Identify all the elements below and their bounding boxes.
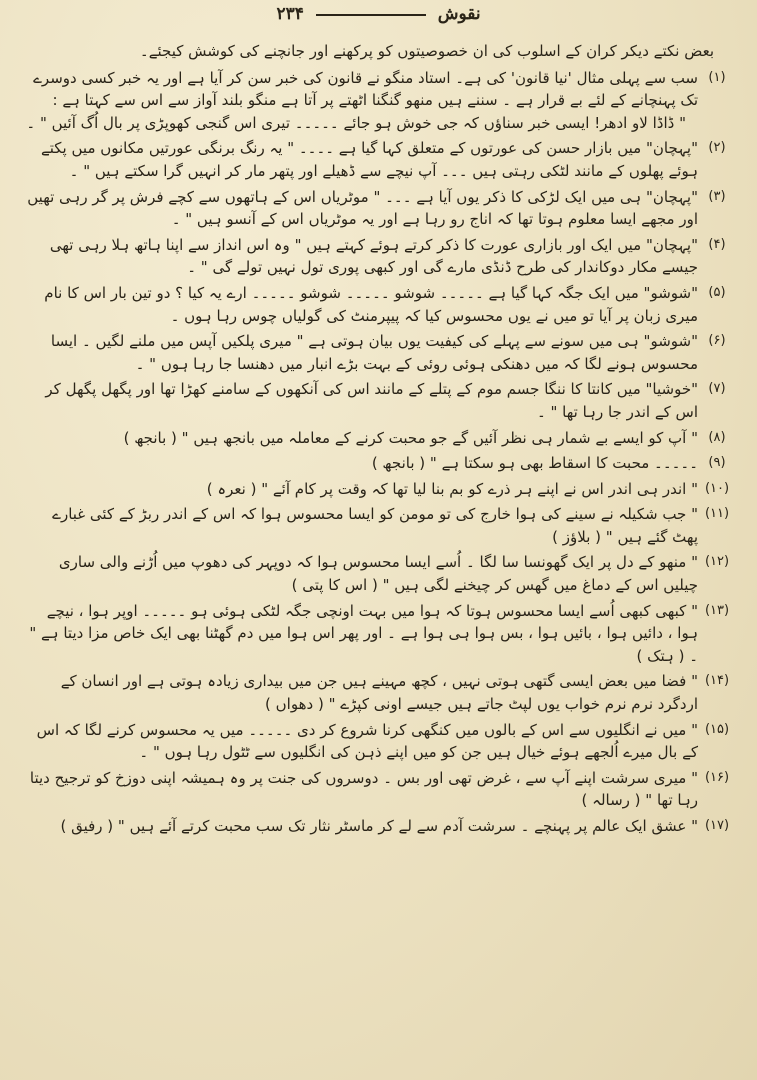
item-text: " منھو کے دل پر ایک گھونسا سا لگا ۔ اُسے ایسا محسوس ہوا کہ دوپہر کی دھوپ میں اُڑنے والی ساری چیلیں اس کے دماغ میں گھس کر چیخنے لگی ہیں " ( اس کا پتی ): [58, 553, 698, 595]
item-number: (۱۲): [704, 554, 730, 570]
item-number: (۱۶): [704, 769, 730, 785]
item-number: (۶): [708, 333, 726, 349]
item-number: (۱۷): [704, 818, 730, 833]
example-item: [22, 330, 732, 375]
item-number: (۱۱): [704, 506, 730, 522]
item-text: " میں نے انگلیوں سے اس کے بالوں میں کنگھی کرنا شروع کر دی ۔۔۔۔۔ میں یہ محسوس کرنے لگا کہ اس کے بال میرے اُلجھے ہوئے خیال ہیں جن کو میں اپنے ذہن کی انگلیوں سے ٹٹول رہا ہوں " ۔: [36, 720, 698, 762]
item-number: (۴): [708, 236, 726, 252]
example-item: [22, 427, 732, 450]
item-number: (۱۵): [704, 721, 730, 737]
item-text: "پہچان" میں ایک اور بازاری عورت کا ذکر کرتے ہوئے کہتے ہیں " وہ اس انداز سے اپنا ہاتھ ہلا رہی تھی جیسے مکار دوکاندار کی طرح ڈنڈی مارے گی اور کبھی پوری تول نہیں تولے گی " ۔: [49, 235, 698, 277]
item-number: (۹): [708, 455, 726, 471]
example-item: [22, 815, 732, 838]
item-text: "پہچان" ہی میں ایک لڑکی کا ذکر یوں آیا ہے ۔۔۔ " موٹریاں اس کے ہاتھوں سے کچے فرش پر گر رہی تھیں اور مجھے ایسا معلوم ہوتا تھا کہ اناج رو رہا ہے اور یہ موٹریاں اس کے آنسو ہیں " ۔: [27, 187, 698, 229]
example-item: [22, 452, 732, 475]
item-text: " کبھی کبھی اُسے ایسا محسوس ہوتا کہ ہوا میں بہت اونچی جگہ لٹکی ہوئی ہو ۔۔۔۔۔ اوپر ہوا ، نیچے ہوا ، دائیں ہوا ، بائیں ہوا ، بس ہوا ہی ہوا ہے ۔ اور پھر اس ہوا میں دم گھٹنا بھی ایک خاص مزا دیتا ہے " ۔ ( ہتک ): [29, 601, 698, 665]
item-number: (۱): [708, 69, 726, 85]
item-quote: " ڈاڈا لاو ادھر! ایسی خبر سناؤں کہ جی خوش ہو جائے ۔۔۔۔۔ تیری اس گنجی کھوپڑی پر بال اُگ آئیں " ۔: [26, 113, 686, 132]
item-number: (۱۳): [704, 602, 730, 618]
item-number: (۵): [708, 284, 726, 300]
item-number: (۱۰): [704, 480, 730, 496]
example-item: [22, 67, 732, 135]
journal-name: نقوش: [437, 4, 481, 24]
item-text: "پہچان" میں بازار حسن کی عورتوں کے متعلق کہا گیا ہے ۔۔۔۔ " یہ رنگ برنگی عورتیں مکانوں میں پکتے ہوئے پھلوں کے مانند لٹکی رہتی ہیں ۔۔۔ آپ نیچے سے ڈھیلے اور پتھر مار کر انہیں گرا سکتے ہیں " ۔: [40, 139, 698, 180]
document-body: [22, 40, 732, 1070]
example-item: [22, 767, 732, 812]
item-text: " عشق ایک عالم پر پہنچے ۔ سرشت آدم سے لے کر ماسٹر نثار تک سب محبت کرتے آئے ہیں " ( رفیق ): [60, 817, 698, 835]
item-text: " فضا میں بعض ایسی گتھی ہوتی نہیں ، کچھ مہینے ہیں جن میں بیداری زیادہ ہوتی ہے اور انسان کے اردگرد نرم نرم خواب یوں لپٹ جاتے ہیں جیسے اونی کپڑے " ( دھواں ): [60, 672, 698, 714]
example-item: [22, 670, 732, 715]
item-number: (۳): [708, 188, 726, 204]
header-rule: [316, 14, 426, 16]
item-text: " اندر ہی اندر اس نے اپنے ہر ذرے کو بم بنا لیا تھا کہ وقت پر کام آئے " ( نعرہ ): [206, 479, 698, 498]
example-item: [22, 503, 732, 548]
item-number: (۲): [708, 140, 726, 156]
example-item: [22, 186, 732, 231]
example-item: [22, 719, 732, 764]
example-item: [22, 478, 732, 501]
example-item: [22, 137, 732, 182]
page-number: ۲۳۴: [276, 4, 304, 24]
intro-paragraph: بعض نکتے دیکر کران کے اسلوب کی ان خصوصیتوں کو پرکھنے اور جانچنے کی کوشش کیجئے۔: [139, 42, 714, 60]
item-number: (۱۴): [704, 673, 730, 689]
item-number: (۷): [708, 381, 726, 397]
item-text: " میری سرشت اپنے آپ سے ، غرض تھی اور بس ۔ دوسروں کی جنت پر وہ ہمیشہ اپنی دوزخ کو ترجیح دیتا رہا تھا " ( رسالہ ): [29, 768, 698, 810]
item-number: (۸): [708, 429, 726, 445]
item-text: "خوشیا" میں کانتا کا ننگا جسم موم کے پتلے کے مانند اس کی آنکھوں کے سامنے کھڑا تھا اور پگھل پگھل کر اس کے اندر جا رہا تھا " ۔: [45, 380, 698, 421]
example-item: [22, 600, 732, 668]
item-text: "شوشو" ہی میں سونے سے پہلے کی کیفیت یوں بیان ہوتی ہے " میری پلکیں آپس میں ملنے لگیں ۔ ایسا محسوس ہونے لگا کہ میں دھنکی ہوئی روئی کے بہت بڑے انبار میں دھنسا جا رہا ہوں " ۔: [50, 332, 698, 373]
example-item: [22, 551, 732, 596]
example-item: [22, 234, 732, 279]
example-item: [22, 378, 732, 423]
item-text: "شوشو" میں ایک جگہ کہا گیا ہے ۔۔۔۔۔ شوشو ۔۔۔۔۔ شوشو ۔۔۔۔۔ ارے یہ کیا ؟ دو تین بار اس کا نام میری زبان پر آیا تو میں نے یوں محسوس کیا کہ پیپرمنٹ کی گولیاں چوس رہا ہوں ۔: [44, 283, 698, 325]
item-text: سب سے پہلی مثال 'نیا قانون' کی ہے۔ استاد منگو نے قانون کی خبر سن کر آیا ہے اور یہ خبر کسی دوسرے تک پہنچانے کے لئے بے قرار ہے ۔ سننے ہیں منھو گنگنا اٹھتے پر آتا ہے منگو بلند آواز سے اس سے کہتا ہے :: [33, 68, 698, 110]
item-text: " جب شکیلہ نے سینے کی ہوا خارج کی تو مومن کو ایسا محسوس ہوا کہ اس کے اندر ربڑ کے کئی غبارے پھٹ گئے ہیں " ( بلاؤز ): [52, 505, 698, 546]
item-text: " آپ کو ایسے بے شمار ہی نظر آئیں گے جو محبت کرنے کے معاملہ میں بانجھ ہیں " ( بانجھ ): [123, 428, 698, 447]
example-item: [22, 282, 732, 327]
item-text: ۔۔۔۔۔ محبت کا اسقاط بھی ہو سکتا ہے " ( بانجھ ): [371, 454, 698, 473]
page-header: [0, 4, 757, 34]
